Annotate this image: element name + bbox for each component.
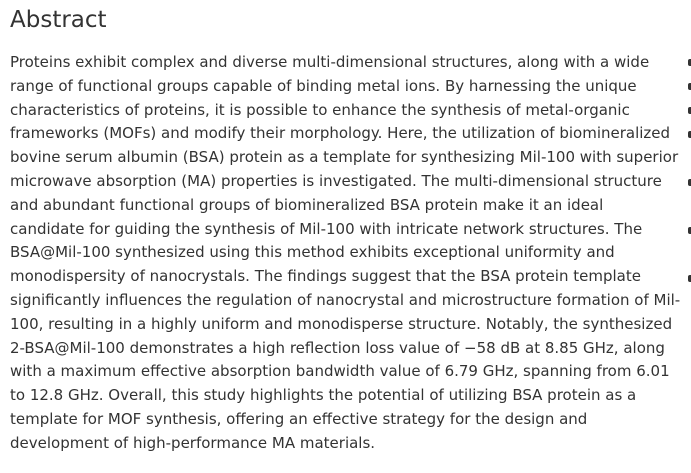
abstract-line: and abundant functional groups of biomineralized BSA protein make it an ideal [10, 195, 604, 214]
abstract-line: monodispersity of nanocrystals. The findings suggest that the BSA protein template [10, 267, 641, 286]
abstract-line: with a maximum effective absorption bandwidth value of 6.79 GHz, spanning from 6.01 [10, 362, 670, 381]
abstract-line: 100, resulting in a highly uniform and monodisperse structure. Notably, the synthesized [10, 314, 673, 333]
abstract-line: BSA@Mil-100 synthesized using this method exhibits exceptional uniformity and [10, 243, 615, 262]
abstract-line: template for MOF synthesis, offering an effective strategy for the design and [10, 409, 588, 428]
abstract-line: frameworks (MOFs) and modify their morphology. Here, the utilization of biomineralized [10, 124, 671, 143]
clipped-adjacent-content [687, 55, 691, 285]
abstract-line: significantly influences the regulation of nanocrystal and microstructure formation of Mil- [10, 290, 681, 309]
abstract-line: Proteins exhibit complex and diverse multi-dimensional structures, along with a wide [10, 53, 650, 71]
abstract-heading: Abstract [10, 7, 107, 33]
abstract-line: characteristics of proteins, it is possible to enhance the synthesis of metal-organic [10, 100, 630, 119]
abstract-line: candidate for guiding the synthesis of Mil-100 with intricate network structures. The [10, 219, 643, 238]
abstract-line: microwave absorption (MA) properties is investigated. The multi-dimensional structure [10, 171, 662, 190]
abstract-body [10, 51, 682, 456]
abstract-line: 2-BSA@Mil-100 demonstrates a high reflection loss value of −58 dB at 8.85 GHz, along [10, 338, 665, 357]
abstract-line: bovine serum albumin (BSA) protein as a template for synthesizing Mil-100 with superior [10, 148, 679, 167]
abstract-line: development of high-performance MA materials. [10, 433, 376, 452]
abstract-line: to 12.8 GHz. Overall, this study highlights the potential of utilizing BSA protein as a [10, 386, 637, 405]
abstract-section [10, 4, 682, 456]
abstract-line: range of functional groups capable of binding metal ions. By harnessing the unique [10, 76, 637, 95]
